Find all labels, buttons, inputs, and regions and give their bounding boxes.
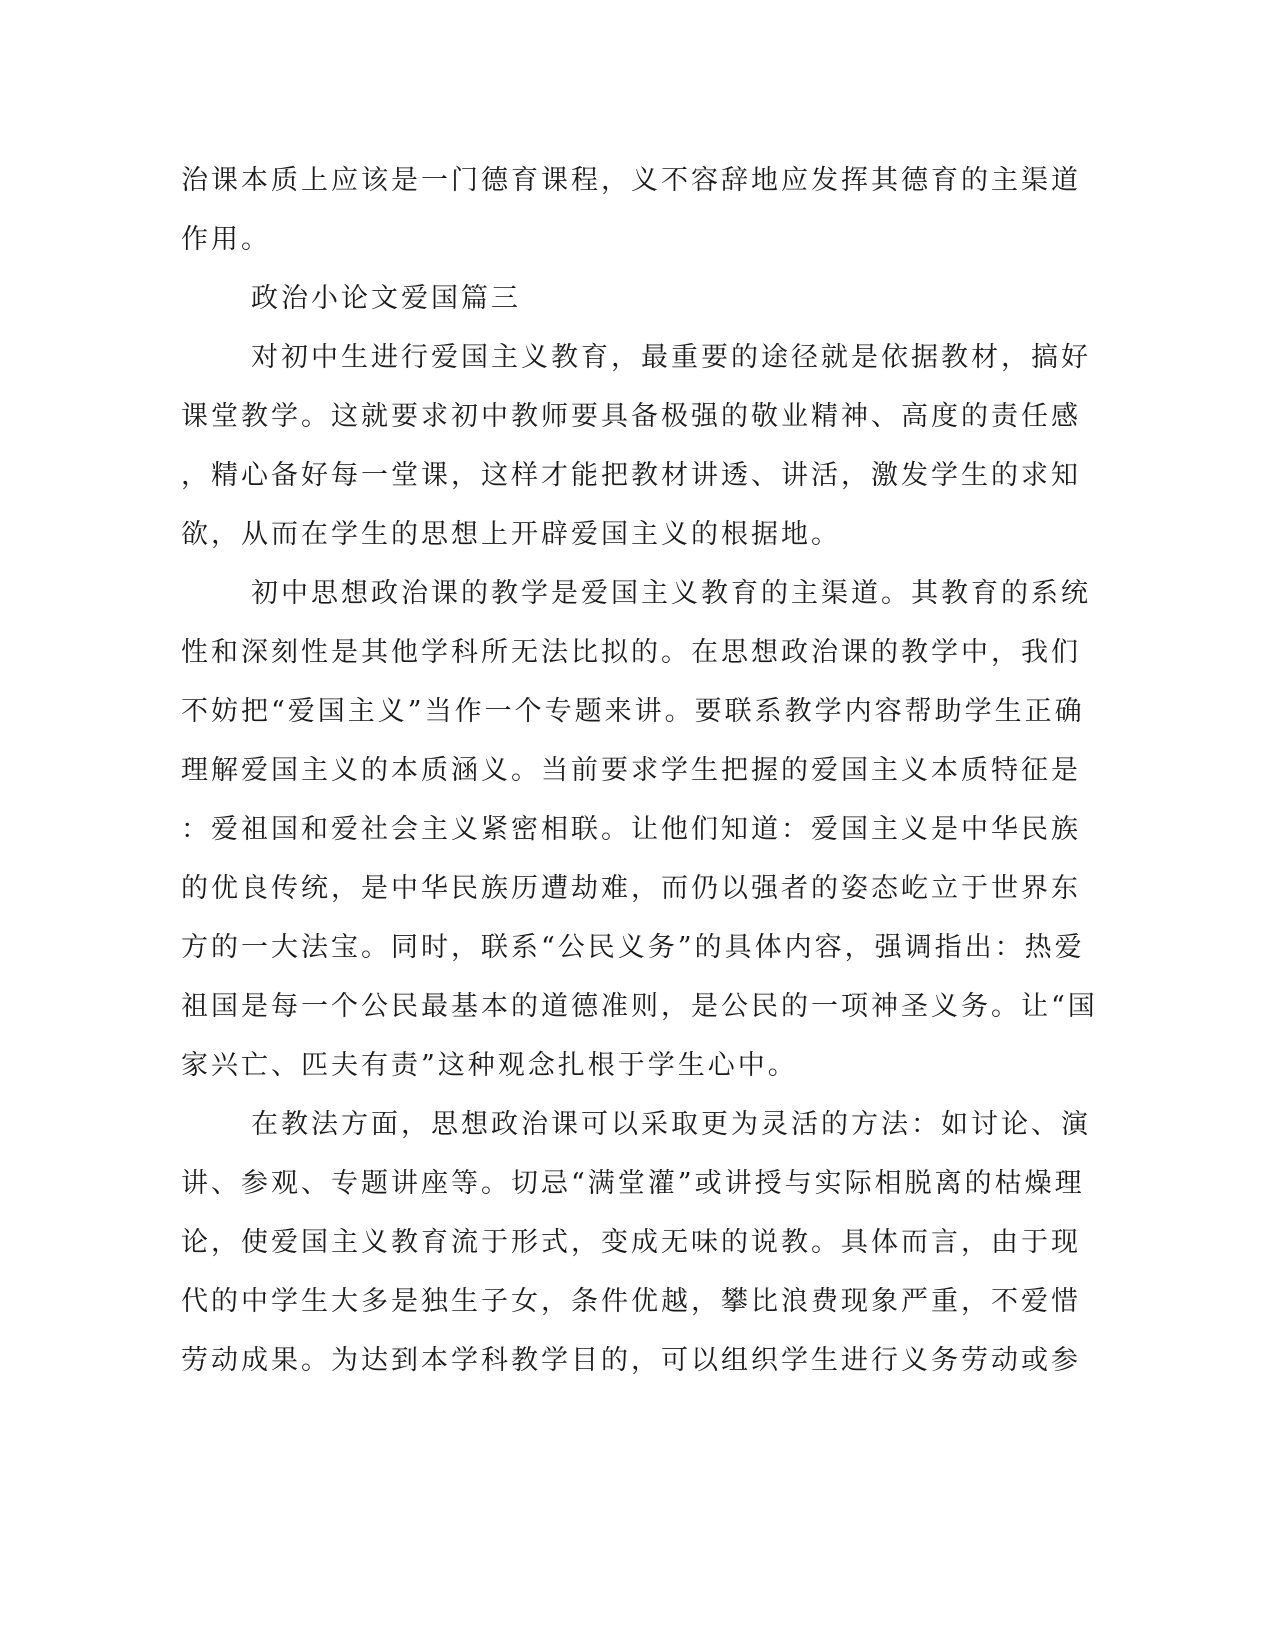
text-line: 欲，从而在学生的思想上开辟爱国主义的根据地。 bbox=[181, 519, 841, 550]
text-line: 方的一大法宝。同时，联系“公民义务”的具体内容，强调指出：热爱 bbox=[181, 932, 1085, 963]
section-heading: 政治小论文爱国篇三 bbox=[251, 283, 521, 314]
text-line: 家兴亡、匹夫有责”这种观念扎根于学生心中。 bbox=[181, 1050, 798, 1081]
text-line: 的优良传统，是中华民族历遭劫难，而仍以强者的姿态屹立于世界东 bbox=[181, 873, 1081, 904]
text-line: 论，使爱国主义教育流于形式，变成无味的说教。具体而言，由于现 bbox=[181, 1227, 1081, 1258]
text-line: ，精心备好每一堂课，这样才能把教材讲透、讲活，激发学生的求知 bbox=[181, 460, 1081, 491]
text-line: 代的中学生大多是独生子女，条件优越，攀比浪费现象严重，不爱惜 bbox=[181, 1286, 1081, 1317]
text-line: ：爱祖国和爱社会主义紧密相联。让他们知道：爱国主义是中华民族 bbox=[181, 814, 1081, 845]
text-line: 在教法方面，思想政治课可以采取更为灵活的方法：如讨论、演 bbox=[251, 1109, 1091, 1140]
text-line: 对初中生进行爱国主义教育，最重要的途径就是依据教材，搞好 bbox=[251, 342, 1091, 373]
text-line: 作用。 bbox=[181, 224, 271, 255]
text-line: 初中思想政治课的教学是爱国主义教育的主渠道。其教育的系统 bbox=[251, 578, 1091, 609]
text-line: 课堂教学。这就要求初中教师要具备极强的敬业精神、高度的责任感 bbox=[181, 401, 1081, 432]
text-line: 治课本质上应该是一门德育课程，义不容辞地应发挥其德育的主渠道 bbox=[181, 165, 1081, 196]
text-line: 理解爱国主义的本质涵义。当前要求学生把握的爱国主义本质特征是 bbox=[181, 755, 1081, 786]
text-line: 祖国是每一个公民最基本的道德准则，是公民的一项神圣义务。让“国 bbox=[181, 991, 1098, 1022]
text-line: 性和深刻性是其他学科所无法比拟的。在思想政治课的教学中，我们 bbox=[181, 637, 1081, 668]
text-line: 不妨把“爱国主义”当作一个专题来讲。要联系教学内容帮助学生正确 bbox=[181, 696, 1085, 727]
text-line: 讲、参观、专题讲座等。切忌“满堂灌”或讲授与实际相脱离的枯燥理 bbox=[181, 1168, 1085, 1199]
text-line: 劳动成果。为达到本学科教学目的，可以组织学生进行义务劳动或参 bbox=[181, 1345, 1081, 1376]
